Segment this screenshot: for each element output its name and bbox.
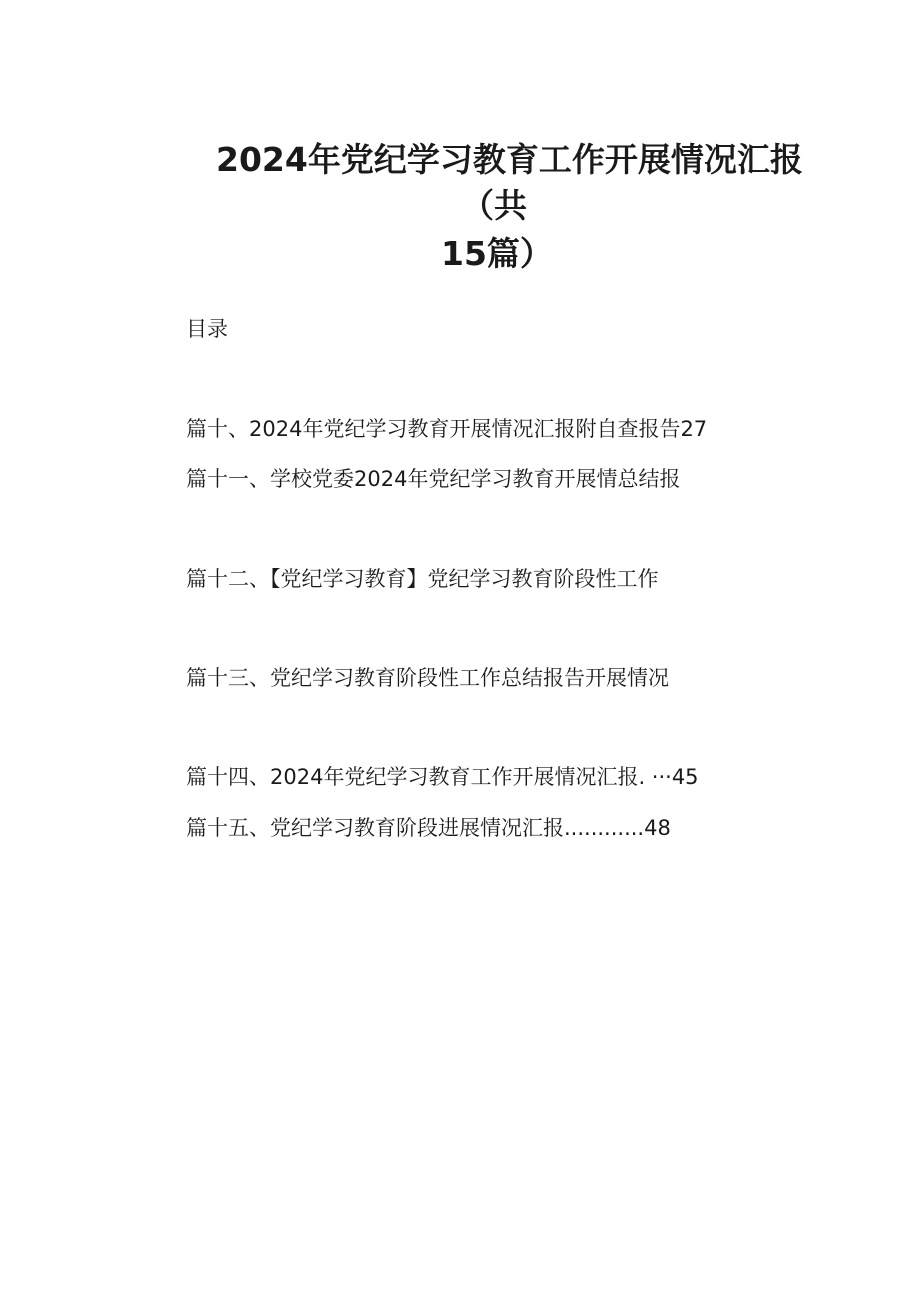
toc-entry: 篇十三、党纪学习教育阶段性工作总结报告开展情况 xyxy=(186,666,669,690)
toc-entry: 篇十一、学校党委2024年党纪学习教育开展情总结报 xyxy=(186,467,681,491)
title-line-count-open: （共 xyxy=(461,186,527,225)
title-line-count-close: 15篇） xyxy=(441,234,553,273)
toc-entry: 篇十四、2024年党纪学习教育工作开展情况汇报. ···45 xyxy=(186,765,699,789)
title-line-main: 2024年党纪学习教育工作开展情况汇报 xyxy=(216,140,803,179)
toc-heading: 目录 xyxy=(186,317,228,341)
toc-entry: 篇十二、【党纪学习教育】党纪学习教育阶段性工作 xyxy=(186,567,659,591)
toc-entry: 篇十、2024年党纪学习教育开展情况汇报附自查报告27 xyxy=(186,417,708,441)
toc-entry: 篇十五、党纪学习教育阶段进展情况汇报............48 xyxy=(186,816,671,840)
